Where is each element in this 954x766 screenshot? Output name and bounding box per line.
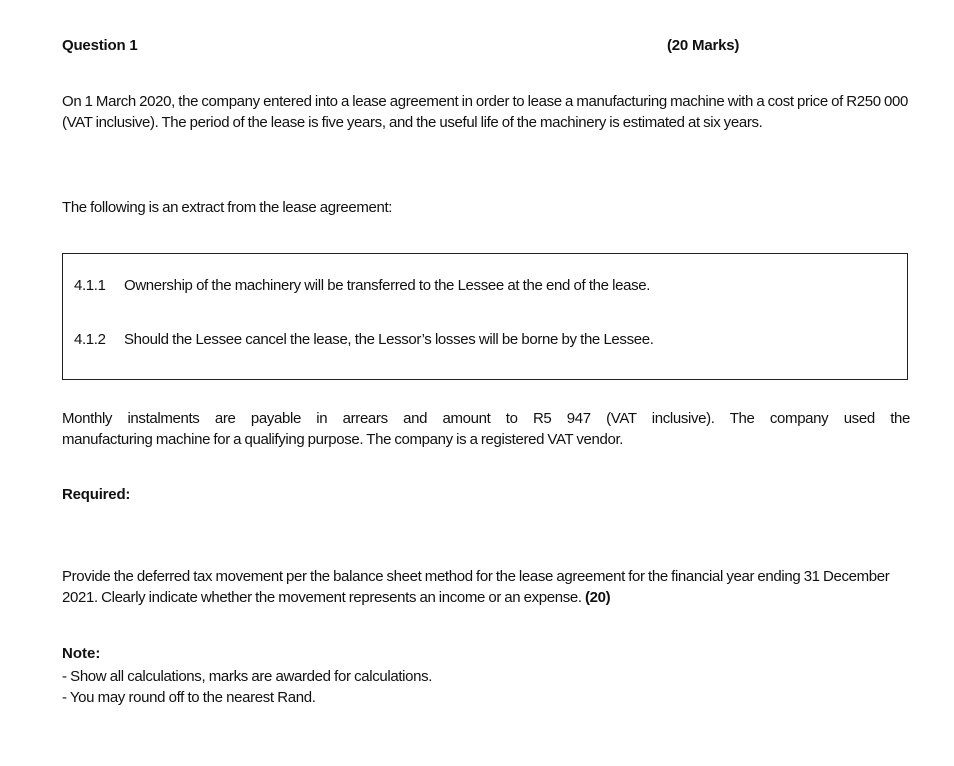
clause-number: 4.1.1 xyxy=(74,277,106,294)
question-title: Question 1 xyxy=(62,37,138,54)
task-paragraph xyxy=(62,566,910,608)
task-text: Provide the deferred tax movement per the balance sheet method for the lease agreement for the financial year ending 31 December 2021. Clearly indicate whether the movement represents an income or an expense. xyxy=(62,568,890,606)
lease-extract-box xyxy=(62,253,908,380)
extract-intro: The following is an extract from the lease agreement: xyxy=(62,199,393,216)
instalments-line-2: manufacturing machine for a qualifying purpose. The company is a registered VAT vendor. xyxy=(62,431,624,448)
required-label: Required: xyxy=(62,486,131,503)
clause-text: Should the Lessee cancel the lease, the Lessor’s losses will be borne by the Lessee. xyxy=(124,331,654,348)
clause-item xyxy=(74,277,650,294)
clause-number: 4.1.2 xyxy=(74,331,106,348)
task-marks: (20) xyxy=(585,589,611,606)
instalments-paragraph xyxy=(62,408,910,450)
question-heading xyxy=(62,37,892,57)
clause-item xyxy=(74,331,654,348)
note-title: Note: xyxy=(62,645,101,662)
note-item: - Show all calculations, marks are awarded for calculations. xyxy=(62,668,433,685)
instalments-line-1: Monthly instalments are payable in arrears and amount to R5 947 (VAT inclusive). The company used the xyxy=(62,410,910,427)
note-item: - You may round off to the nearest Rand. xyxy=(62,689,316,706)
intro-paragraph: On 1 March 2020, the company entered into a lease agreement in order to lease a manufacturing machine with a cost price of R250 000 (VAT inclusive). The period of the lease is five years, and the useful life of the machinery is estimated at six years. xyxy=(62,93,909,131)
clause-text: Ownership of the machinery will be transferred to the Lessee at the end of the lease. xyxy=(124,277,651,294)
question-marks: (20 Marks) xyxy=(667,37,740,54)
